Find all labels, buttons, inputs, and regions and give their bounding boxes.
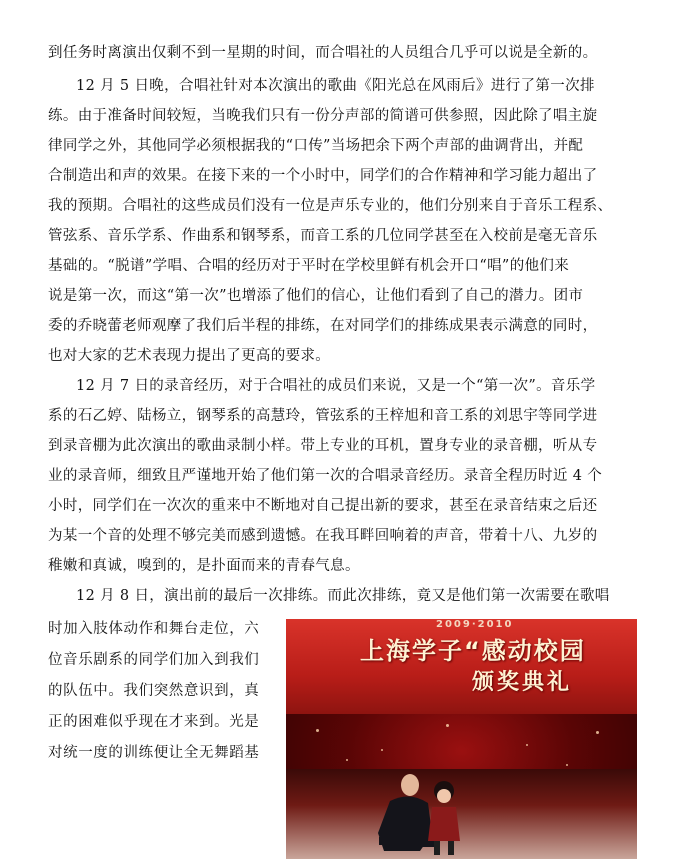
text-line: 对统一度的训练便让全无舞蹈基 [48, 745, 260, 761]
text-line: 到任务时离演出仅剩不到一星期的时间，而合唱社的人员组合几乎可以说是全新的。 [48, 45, 598, 61]
text-line: 委的乔晓蕾老师观摩了我们后半程的排练，在对同学们的排练成果表示满意的同时， [48, 318, 598, 334]
text-line: 合制造出和声的效果。在接下来的一个小时中，同学们的合作精神和学习能力超出了 [48, 168, 598, 184]
text-line: 律同学之外，其他同学必须根据我的“口传”当场把余下两个声部的曲调背出，并配 [48, 138, 584, 154]
award-ceremony-photo [286, 619, 637, 859]
text-line: 我的预期。合唱社的这些成员们没有一位是声乐专业的，他们分别来自于音乐工程系、 [48, 198, 613, 214]
paragraph-start-line: 12 月 8 日，演出前的最后一次排练。而此次排练，竟又是他们第一次需要在歌唱 [76, 588, 610, 604]
text-line: 基础的。“脱谱”学唱、合唱的经历对于平时在学校里鲜有机会开口“唱”的他们来 [48, 258, 570, 274]
banner-title-text: 上海学子“感动校园 [360, 637, 586, 665]
banner-subtitle-text: 颁奖典礼 [472, 670, 573, 695]
text-line: 也对大家的艺术表现力提出了更高的要求。 [48, 348, 331, 364]
text-line: 正的困难似乎现在才来到。光是 [48, 714, 260, 730]
text-line: 管弦系、音乐学系、作曲系和钢琴系，而音工系的几位同学甚至在入校前是毫无音乐 [48, 228, 598, 244]
stage-figures [286, 619, 637, 859]
text-line: 为某一个音的处理不够完美而感到遗憾。在我耳畔回响着的声音，带着十八、九岁的 [48, 528, 598, 544]
text-line: 到录音棚为此次演出的歌曲录制小样。带上专业的耳机，置身专业的录音棚，听从专 [48, 438, 598, 454]
text-line: 的队伍中。我们突然意识到，真 [48, 683, 260, 699]
text-line: 说是第一次，而这“第一次”也增添了他们的信心，让他们看到了自己的潜力。团市 [48, 288, 584, 304]
paragraph-start-line: 12 月 5 日晚，合唱社针对本次演出的歌曲《阳光总在风雨后》进行了第一次排 [76, 78, 595, 94]
text-line: 系的石乙婷、陆杨立，钢琴系的高慧玲，管弦系的王梓旭和音工系的刘思宇等同学进 [48, 408, 598, 424]
text-line: 小时，同学们在一次次的重来中不断地对自己提出新的要求，甚至在录音结束之后还 [48, 498, 598, 514]
banner-year-text: 2009·2010 [436, 619, 514, 630]
text-line: 位音乐剧系的同学们加入到我们 [48, 652, 260, 668]
paragraph-start-line: 12 月 7 日的录音经历，对于合唱社的成员们来说，又是一个“第一次”。音乐学 [76, 378, 596, 394]
text-line: 稚嫩和真诚，嗅到的，是扑面而来的青春气息。 [48, 558, 360, 574]
text-line: 练。由于准备时间较短，当晚我们只有一份分声部的简谱可供参照，因此除了唱主旋 [48, 108, 598, 124]
text-line: 时加入肢体动作和舞台走位，六 [48, 621, 260, 637]
text-line: 业的录音师，细致且严谨地开始了他们第一次的合唱录音经历。录音全程历时近 4 个 [48, 468, 603, 484]
